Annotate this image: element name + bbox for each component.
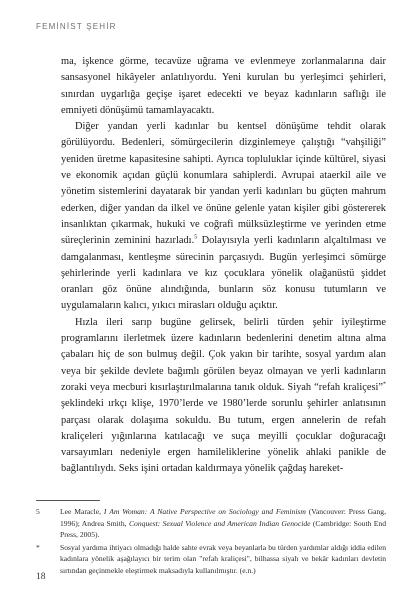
paragraph-footnote-ref: * — [383, 381, 386, 388]
footnotes — [36, 506, 386, 578]
body-paragraph — [61, 54, 386, 119]
paragraph-text: şeklindeki ırkçı klişe, 1970’lerde ve 1980’lerde sorunlu şehirler anlatısının parçası olarak dolaşıma sokuldu. Bu tutum, ergen annelerin de refah kraliçeleri yığınlarına katılacağı ve suça meyilli çocuklar doğuracağı varsayımları nedeniyle ergen hamileliklerine yönelik ahlaki panikle de bağlantılıydı. Seks işini ortadan kaldırmaya yönelik çağdaş hareket- — [61, 398, 386, 475]
footnote-text: Conquest: Sexual Violence and American Indian Genocide — [128, 518, 311, 528]
body-paragraph — [61, 315, 386, 478]
running-head: FEMİNİST ŞEHİR — [36, 22, 117, 31]
footnote-text: Lee Maracle, — [60, 507, 104, 516]
footnote-text: I Am Woman: A Native Perspective on Sociology and Feminism — [103, 507, 306, 516]
paragraph-text: Diğer yandan yerli kadınlar bu kentsel dönüşüme tehdit olarak görülüyordu. Bedenleri, sömürgecilerin dizginlemeye çalıştığı “vahşiliği” yeniden üretme kapasitesine sahipti. Ayrıca topluluklar içinde kültürel, siyasi ve ekonomik açıdan güçlü konumlara sahiplerdi. Avrupai ataerkil aile ve yönetim sistemlerini dayatarak bir yandan yerli kadınları bu güçten mahrum ederken, diğer yandan da ilkel ve önüne gelenle yatan kişiler gibi göstererek insanlıktan çıkarmak, hukuki ve coğrafi mülksüzleştirme ve yerinden etme süreçlerinin zeminini hazırladı. — [61, 121, 386, 247]
footnote — [36, 542, 386, 577]
footnote-text: Sosyal yardıma ihtiyacı olmadığı halde sahte evrak veya beyanlarla bu türden yardımlar aldığı iddia edilen kadınlara yönelik aşağılayıcı bir terim olan "refah kraliçesi", bilhassa siyah ve bekâr kadınları devletin sırtından geçinmekle eleştirmek maksadıyla kullanılmıştır. (e.n.) — [60, 542, 386, 575]
body-text — [61, 54, 386, 478]
footnote-text: (Cambridge: South End Press, 2005). — [60, 518, 386, 540]
footnote-mark: 5 — [36, 507, 40, 516]
paragraph-text: Dolayısıyla yerli kadınların alçaltılması ve damgalanması, kentleşme sürecinin parçasıydı. Bugün yerleşimci sömürge şehirlerinde yerli kadınlara ve kız çocuklara yönelik olağanüstü şiddet oranları göz önüne alındığında, bunların söz konusu tutumların ve uygulamaların kalıcı, yıkıcı mirasları olduğu açıktır. — [61, 235, 386, 312]
paragraph-footnote-ref: 5 — [194, 234, 198, 241]
footnote-text: (Vancouver: Press Gang, 1996); Andrea Smith, — [60, 507, 387, 528]
footnote-separator — [36, 500, 100, 501]
footnote-mark: * — [36, 542, 40, 552]
paragraph-text: Hızla ileri sarıp bugüne gelirsek, belirli türden şehir iyileştirme programlarını ilerletmek üzere kadınların bedenlerini denetim altına alma çabaları hiç de son bulmuş değil. Çok yakın bir tarihte, sosyal yardım alan veya bir şekilde devlete bağımlı görülen beyaz olmayan ve yerli kadınların zoraki veya mecburi kısırlaştırılmalarına tanık olduk. Siyah “refah kraliçesi” — [61, 316, 386, 393]
footnote — [36, 506, 386, 541]
body-paragraph — [61, 119, 386, 315]
paragraph-text: ma, işkence görme, tecavüze uğrama ve evlenmeye zorlanmalarına dair sansasyonel hikâyeler anlatılıyordu. Yeni kurulan bu yerleşimci şehirleri, sınırdan uygarlığa geçişe işaret edecekti ve beyaz kadınların saflığı ile emniyeti dönüşümü tamamlayacaktı. — [61, 56, 386, 116]
page-number: 18 — [36, 572, 46, 582]
